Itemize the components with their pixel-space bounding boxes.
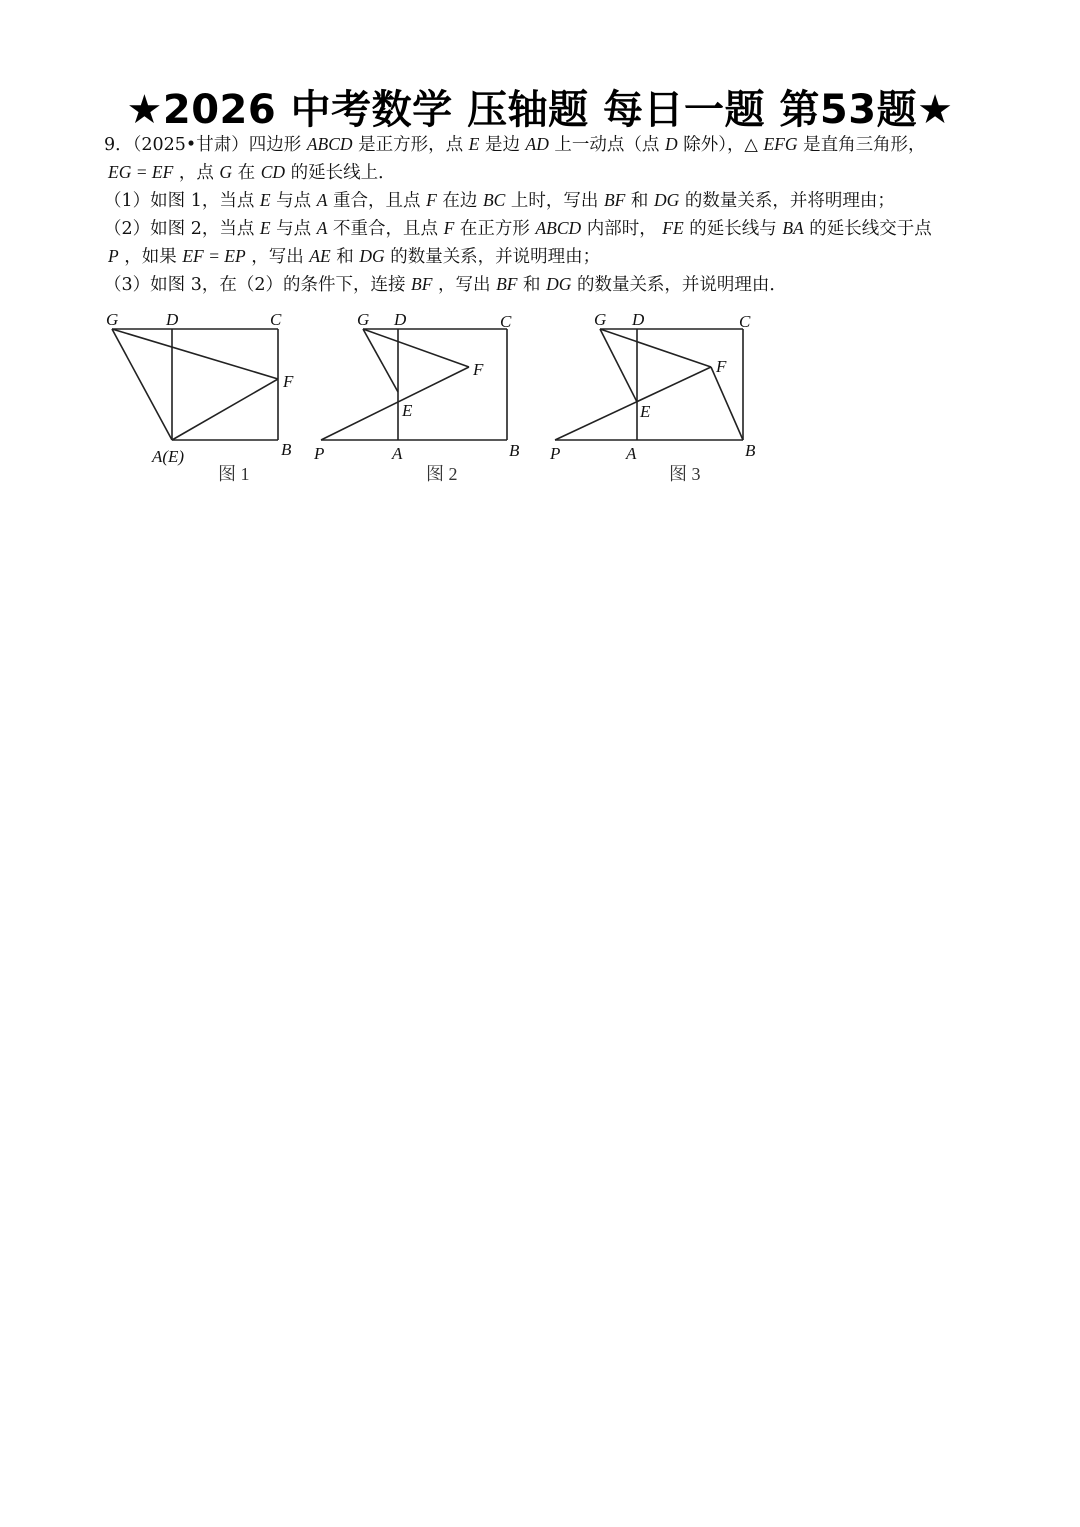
math-symbol: ABCD (535, 218, 582, 238)
question-2-text-a (104, 219, 932, 239)
fig1-label-c: C (270, 310, 282, 329)
math-symbol: BC (482, 190, 506, 210)
math-symbol: EF = EP (182, 246, 246, 266)
text-run: 的数量关系，并说明理由； (384, 247, 601, 267)
math-symbol: BF (411, 274, 433, 294)
text-run: 上一动点（点 (548, 135, 665, 155)
problem-line-1 (104, 130, 984, 158)
fig2-label-c: C (500, 312, 512, 331)
text-run: 在 (232, 163, 261, 183)
math-symbol: D (664, 134, 678, 154)
math-symbol: DG (359, 246, 385, 266)
fig2-label-f: F (473, 360, 484, 379)
text-run: 的延长线交于点 (803, 219, 932, 239)
fig3-label-g: G (594, 310, 607, 329)
text-run: 在正方形 (454, 219, 536, 239)
fig3-label-p: P (550, 444, 561, 463)
fig2-label-a: A (392, 444, 403, 463)
question-3-text (104, 275, 787, 295)
math-symbol: BF (603, 190, 626, 210)
text-run: 除外），△ (677, 135, 764, 155)
problem-number: 9． (104, 135, 133, 155)
text-run: 和 (625, 191, 654, 211)
text-run: 和 (517, 275, 547, 295)
math-symbol: E (468, 134, 480, 154)
fig3-label-b: B (745, 441, 756, 460)
fig1-label-f: F (283, 372, 294, 391)
figure-1-lines (112, 329, 278, 440)
text-run: 与点 (270, 219, 317, 239)
fig3-label-e: E (640, 402, 651, 421)
question-1-text (104, 191, 895, 211)
math-symbol: F (443, 218, 455, 238)
text-run: 与点 (270, 191, 317, 211)
text-run: 上时，写出 (505, 191, 604, 211)
math-symbol: EG = EF (108, 162, 174, 182)
math-symbol: E (259, 218, 271, 238)
text-run: 是正方形，点 (352, 135, 469, 155)
text-run: ，写出 (432, 275, 497, 295)
math-symbol: AE (309, 246, 331, 266)
math-symbol: FE (662, 218, 684, 238)
math-symbol: DG (653, 190, 680, 210)
fig3-label-d: D (632, 310, 645, 329)
fig2-label-p: P (314, 444, 325, 463)
text-run: （1）如图 1，当点 (104, 191, 260, 211)
question-2-text-b (108, 247, 600, 267)
fig1-label-b: B (281, 440, 292, 459)
text-run: ，如果 (118, 247, 183, 267)
text-run: 的数量关系，并将明理由； (679, 191, 895, 211)
text-run: 不重合，且点 (327, 219, 444, 239)
text-run: 内部时， (581, 219, 663, 239)
text-run: ，点 (173, 163, 220, 183)
figures (100, 306, 780, 496)
math-symbol: AD (525, 134, 549, 154)
page-title: ★2026 中考数学 压轴题 每日一题 第53题★ (126, 87, 954, 133)
figure-3-lines (555, 329, 743, 440)
problem-stem-1 (249, 135, 926, 155)
problem-line-2 (104, 158, 984, 186)
fig2-label-e: E (402, 401, 413, 420)
question-1 (104, 186, 984, 214)
text-run: 在边 (436, 191, 483, 211)
text-run: 的延长线上． (285, 163, 396, 183)
problem-source: （2025•甘肃） (132, 135, 249, 155)
problem-stem-2 (108, 163, 396, 183)
fig3-label-f: F (716, 357, 727, 376)
fig1-caption: 图 1 (218, 464, 250, 484)
fig1-label-a: A(E) (152, 447, 185, 466)
fig3-label-a: A (626, 444, 637, 463)
text-run: （3）如图 3，在（2）的条件下，连接 (104, 275, 412, 295)
fig1-label-g: G (106, 310, 119, 329)
question-3 (104, 270, 984, 298)
figure-2-lines (321, 329, 507, 440)
text-run: 是边 (479, 135, 526, 155)
text-run: 的数量关系，并说明理由． (571, 275, 787, 295)
math-symbol: F (426, 190, 437, 210)
text-run: 重合，且点 (327, 191, 427, 211)
text-run: ，写出 (245, 247, 310, 267)
math-symbol: G (219, 162, 233, 182)
math-symbol: EFG (763, 134, 798, 154)
math-symbol: CD (260, 162, 286, 182)
text-run: （2）如图 2，当点 (104, 219, 260, 239)
question-2 (104, 214, 984, 242)
problem-text (104, 130, 984, 298)
text-run: 是直角三角形， (797, 135, 926, 155)
math-symbol: BA (782, 218, 804, 238)
fig2-label-g: G (357, 310, 370, 329)
math-symbol: A (316, 190, 328, 210)
text-run: 四边形 (248, 135, 307, 155)
fig2-label-b: B (509, 441, 520, 460)
text-run: 和 (330, 247, 360, 267)
fig3-label-c: C (739, 312, 751, 331)
math-symbol: BF (496, 274, 518, 294)
fig2-label-d: D (394, 310, 407, 329)
question-2-cont (104, 242, 984, 270)
math-symbol: A (316, 218, 328, 238)
math-symbol: E (259, 190, 271, 210)
text-run: 的延长线与 (683, 219, 783, 239)
fig2-caption: 图 2 (426, 464, 458, 484)
fig1-label-d: D (166, 310, 179, 329)
math-symbol: P (108, 246, 119, 266)
math-symbol: DG (546, 274, 572, 294)
fig3-caption: 图 3 (669, 464, 701, 484)
math-symbol: ABCD (306, 134, 353, 154)
